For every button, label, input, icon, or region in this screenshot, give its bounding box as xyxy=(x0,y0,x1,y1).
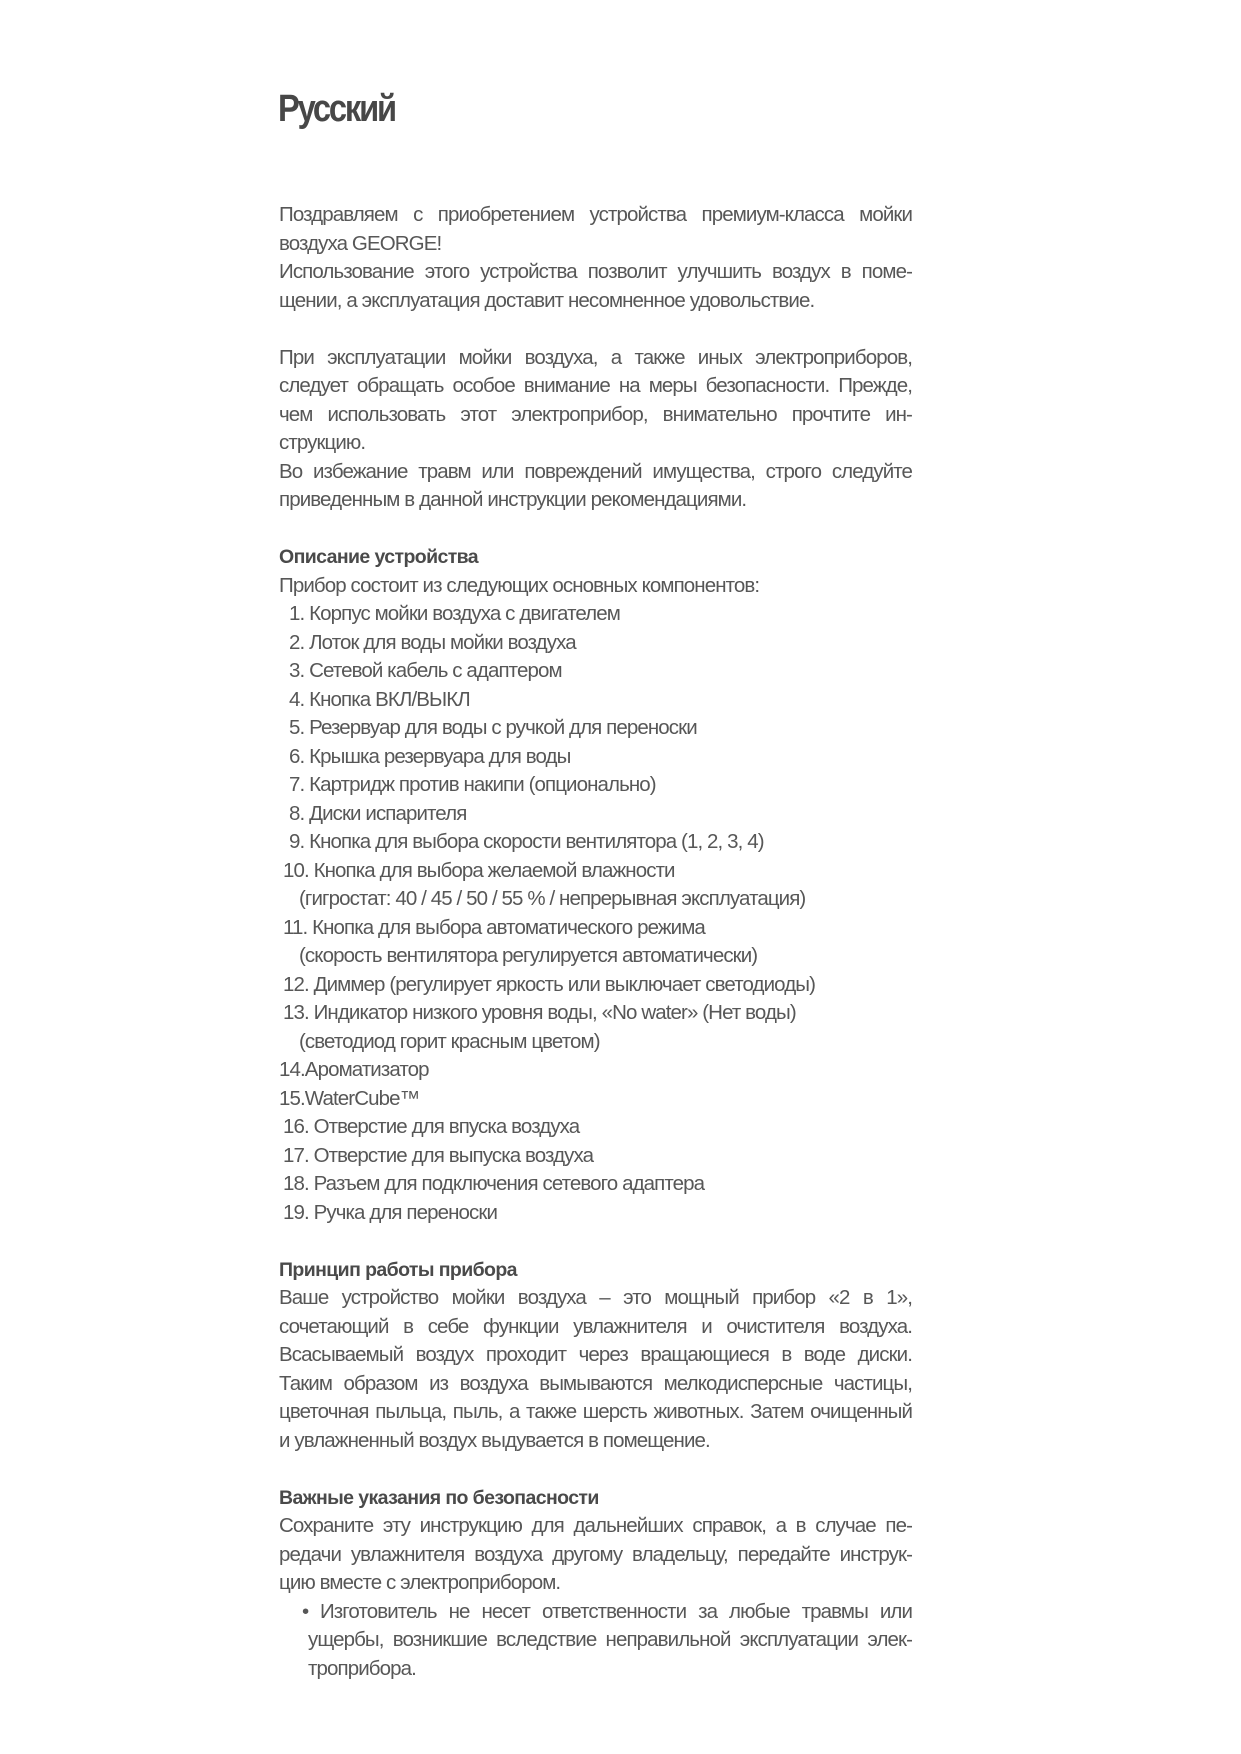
component-list-item-note: (светодиод горит красным цветом) xyxy=(299,1029,600,1053)
component-list-item: 14.Ароматизатор xyxy=(279,1058,429,1081)
component-list-item: 17. Отверстие для выпуска воздуха xyxy=(283,1143,594,1167)
component-list-item: 4. Кнопка ВКЛ/ВЫКЛ xyxy=(289,687,470,711)
paragraph-line: и увлажненный воздух выдувается в помещение. xyxy=(279,1428,710,1452)
component-list-item: 15.WaterCube™ xyxy=(279,1086,420,1110)
spacer xyxy=(279,515,912,544)
bullet-icon: • xyxy=(302,1599,309,1623)
component-list-item: 11. Кнопка для выбора автоматического режима xyxy=(283,915,705,939)
component-list-item: 6. Крышка резервуара для воды xyxy=(289,744,571,768)
component-list-item: 12. Диммер (регулирует яркость или выключает светодиоды) xyxy=(283,972,816,996)
component-list-item: 16. Отверстие для впуска воздуха xyxy=(283,1115,580,1138)
paragraph-line: Использование этого устройства позволит улучшить воздух в поме- xyxy=(279,260,912,283)
section-heading: Важные указания по безопасности xyxy=(279,1486,599,1509)
paragraph-line: Всасываемый воздух проходит через вращающиеся в воде диски. xyxy=(279,1343,912,1366)
paragraph-line: редачи увлажнителя воздуха другому владельцу, передайте инструк- xyxy=(279,1542,912,1566)
page-title: Русский xyxy=(278,88,396,130)
component-list-item: 8. Диски испарителя xyxy=(289,801,467,825)
spacer xyxy=(279,1683,912,1712)
paragraph-line: цветочная пыльца, пыль, а также шерсть животных. Затем очищенный xyxy=(279,1400,912,1423)
component-list-item: 3. Сетевой кабель с адаптером xyxy=(289,659,562,682)
paragraph-line: приведенным в данной инструкции рекомендациями. xyxy=(279,488,747,511)
component-list-item: 1. Корпус мойки воздуха с двигателем xyxy=(289,602,620,625)
bullet-item-line xyxy=(279,1626,912,1655)
paragraph-line: воздуха GEORGE! xyxy=(279,231,442,255)
component-list-item: 7. Картридж против накипи (опционально) xyxy=(289,773,656,796)
paragraph-line: При эксплуатации мойки воздуха, а также иных электроприборов, xyxy=(279,345,912,369)
section-lead: Прибор состоит из следующих основных компонентов: xyxy=(279,573,760,597)
component-list-item: 10. Кнопка для выбора желаемой влажности xyxy=(283,858,675,882)
component-list-item: 19. Ручка для переноски xyxy=(283,1200,498,1224)
paragraph-line: Ваше устройство мойки воздуха – это мощный прибор «2 в 1», xyxy=(279,1286,912,1309)
spacer xyxy=(279,315,912,344)
spacer xyxy=(279,1227,912,1256)
bullet-text: троприбора. xyxy=(308,1656,416,1680)
component-list-item: 13. Индикатор низкого уровня воды, «No water» (Нет воды) xyxy=(283,1001,796,1024)
component-list-item: 18. Разъем для подключения сетевого адаптера xyxy=(283,1172,705,1195)
paragraph-line: сочетающий в себе функции увлажнителя и очистителя воздуха. xyxy=(279,1314,912,1338)
paragraph-line: струкцию. xyxy=(279,431,366,454)
paragraph-line: следует обращать особое внимание на меры безопасности. Прежде, xyxy=(279,374,912,397)
paragraph-line: Поздравляем с приобретением устройства премиум-класса мойки xyxy=(279,203,912,226)
bullet-item-line xyxy=(279,1655,912,1684)
document-body xyxy=(279,201,912,1712)
component-list-item: 2. Лоток для воды мойки воздуха xyxy=(289,630,576,654)
section-heading: Описание устройства xyxy=(279,546,479,568)
bullet-text: Изготовитель не несет ответственности за любые травмы или xyxy=(319,1599,912,1623)
bullet-item-line xyxy=(279,1598,912,1627)
section-heading: Принцип работы прибора xyxy=(279,1258,517,1281)
paragraph-line: Сохраните эту инструкцию для дальнейших справок, а в случае пе- xyxy=(279,1514,912,1537)
paragraph-line: щении, а эксплуатация доставит несомненное удовольствие. xyxy=(279,288,815,312)
bullet-text: ущербы, возникшие вследствие неправильной эксплуатации элек- xyxy=(308,1628,912,1651)
component-list-item: 9. Кнопка для выбора скорости вентилятора (1, 2, 3, 4) xyxy=(289,830,764,853)
component-list-item-note: (скорость вентилятора регулируется автоматически) xyxy=(299,944,758,967)
paragraph-line: Во избежание травм или повреждений имущества, строго следуйте xyxy=(279,459,912,483)
paragraph-line: цию вместе с электроприбором. xyxy=(279,1571,561,1594)
spacer xyxy=(279,1455,912,1484)
paragraph-line: чем использовать этот электроприбор, внимательно прочтите ин- xyxy=(279,402,912,426)
component-list-item-note: (гигростат: 40 / 45 / 50 / 55 % / непрерывная эксплуатация) xyxy=(299,887,806,910)
paragraph-line: Таким образом из воздуха вымываются мелкодисперсные частицы, xyxy=(279,1371,912,1395)
component-list-item: 5. Резервуар для воды с ручкой для переноски xyxy=(289,716,697,739)
